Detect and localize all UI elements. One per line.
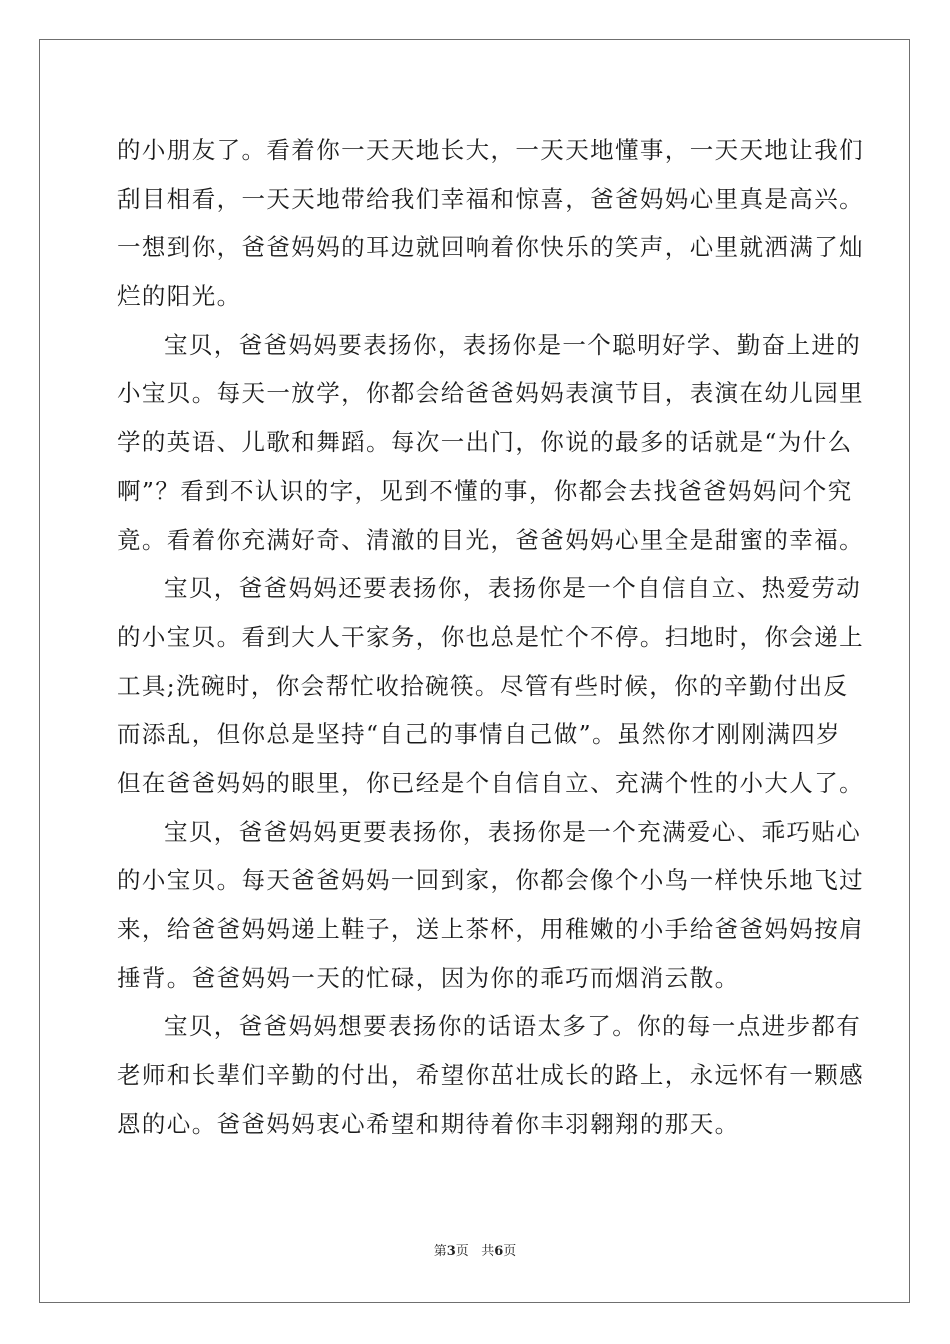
text-line: 竟。看着你充满好奇、清澈的目光，爸爸妈妈心里全是甜蜜的幸福。 (117, 525, 864, 554)
text-line: 老师和长辈们辛勤的付出，希望你茁壮成长的路上，永远怀有一颗感 (117, 1061, 864, 1090)
text-line: 的小宝贝。每天爸爸妈妈一回到家，你都会像个小鸟一样快乐地飞过 (117, 866, 864, 895)
text-line: 宝贝，爸爸妈妈想要表扬你的话语太多了。你的每一点进步都有 (164, 1012, 862, 1041)
text-line: 小宝贝。每天一放学，你都会给爸爸妈妈表演节目，表演在幼儿园里 (117, 379, 864, 408)
page-footer (0, 1244, 950, 1260)
text-line: 刮目相看，一天天地带给我们幸福和惊喜，爸爸妈妈心里真是高兴。 (117, 184, 864, 213)
footer-gap (469, 1244, 481, 1259)
text-line: 捶背。爸爸妈妈一天的忙碌，因为你的乖巧而烟消云散。 (117, 963, 740, 992)
text-line: 恩的心。爸爸妈妈衷心希望和期待着你丰羽翱翔的那天。 (117, 1109, 740, 1138)
text-line: 来，给爸爸妈妈递上鞋子，送上茶杯，用稚嫩的小手给爸爸妈妈按肩 (117, 915, 864, 943)
text-line: 啊”？看到不认识的字，见到不懂的事，你都会去找爸爸妈妈问个究 (117, 476, 853, 505)
text-line: 宝贝，爸爸妈妈更要表扬你，表扬你是一个充满爱心、乖巧贴心 (164, 817, 862, 846)
text-line: 但在爸爸妈妈的眼里，你已经是个自信自立、充满个性的小大人了。 (117, 768, 864, 797)
text-line: 宝贝，爸爸妈妈要表扬你，表扬你是一个聪明好学、勤奋上进的 (164, 330, 862, 359)
text-line: 的小宝贝。看到大人干家务，你也总是忙个不停。扫地时，你会递上 (117, 622, 864, 651)
text-line: 工具;洗碗时，你会帮忙收拾碗筷。尽管有些时候，你的辛勤付出反 (117, 671, 849, 700)
text-line: 一想到你，爸爸妈妈的耳边就回响着你快乐的笑声，心里就洒满了灿 (117, 233, 864, 262)
footer-total-suffix: 页 (503, 1244, 517, 1259)
text-line: 而添乱，但你总是坚持“自己的事情自己做”。虽然你才刚刚满四岁 (117, 720, 842, 749)
footer-total-pages: 6 (494, 1244, 504, 1259)
text-line: 烂的阳光。 (117, 282, 242, 311)
text-line: 学的英语、儿歌和舞蹈。每次一出门，你说的最多的话就是“为什么 (117, 428, 853, 457)
footer-total-prefix: 共 (481, 1244, 495, 1259)
footer-page-suffix: 页 (455, 1244, 469, 1259)
text-line: 的小朋友了。看着你一天天地长大，一天天地懂事，一天天地让我们 (117, 136, 864, 164)
footer-page-prefix: 第 (433, 1244, 447, 1259)
text-line: 宝贝，爸爸妈妈还要表扬你，表扬你是一个自信自立、热爱劳动 (164, 574, 862, 603)
footer-current-page: 3 (446, 1244, 456, 1259)
document-body (117, 126, 864, 1148)
